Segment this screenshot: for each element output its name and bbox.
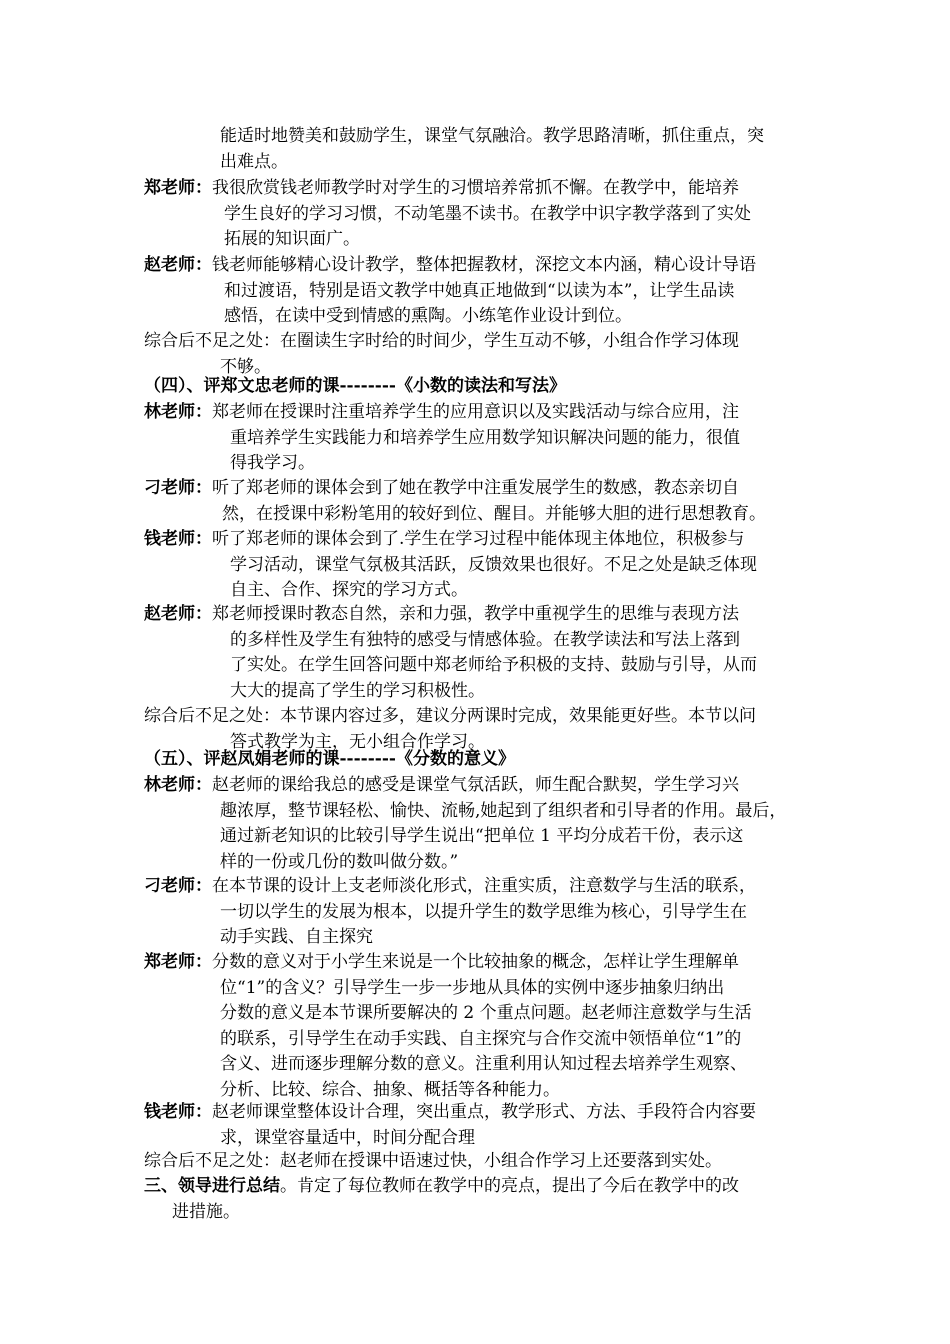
- text-line: 样的一份或几份的数叫做分数。”: [220, 851, 459, 872]
- text-line: 听了郑老师的课体会到了.学生在学习过程中能体现主体地位，积极参与: [212, 529, 745, 549]
- paragraph-zhao-comment-2: [144, 602, 757, 704]
- paragraph-comment-continuation: [144, 124, 764, 175]
- text-line: 综合后不足之处：在圈读生字时给的时间少，学生互动不够，小组合作学习体现: [144, 331, 739, 351]
- text-line: 听了郑老师的课体会到了她在教学中注重发展学生的数感，教态亲切自: [212, 478, 739, 498]
- speaker-label: 刁老师：: [144, 876, 212, 896]
- text-line: 综合后不足之处：本节课内容过多，建议分两课时完成，效果能更好些。本节以问: [144, 706, 756, 726]
- text-line: 分析、比较、综合、抽象、概括等各种能力。: [220, 1079, 560, 1100]
- paragraph-summary: [144, 329, 739, 380]
- speaker-label: 钱老师：: [144, 529, 212, 549]
- text-line: 得我学习。: [230, 453, 315, 474]
- paragraph-diao-comment-2: [144, 874, 756, 951]
- paragraph-leader-summary: [144, 1174, 739, 1225]
- paragraph-qian-comment-2: [144, 1100, 756, 1151]
- text-line: 的联系，引导学生在动手实践、自主探究与合作交流中领悟单位“1”的: [220, 1028, 742, 1049]
- speaker-label: 郑老师：: [144, 178, 212, 198]
- text-line: 感悟，在读中受到情感的熏陶。小练笔作业设计到位。: [224, 306, 632, 327]
- text-line: 。肯定了每位教师在教学中的亮点，提出了今后在教学中的改: [280, 1176, 739, 1196]
- text-line: 答式教学为主，无小组合作学习。: [230, 731, 485, 752]
- text-line: 位“1”的含义？引导学生一步一步地从具体的实例中逐步抽象归纳出: [220, 977, 725, 998]
- text-line: 趣浓厚，整节课轻松、愉快、流畅,她起到了组织者和引导者的作用。最后，: [220, 800, 787, 821]
- text-line: 学生良好的学习习惯，不动笔墨不读书。在教学中识字教学落到了实处: [224, 203, 751, 224]
- text-line: 大大的提高了学生的学习积极性。: [230, 680, 485, 701]
- speaker-label: 林老师：: [144, 402, 212, 422]
- paragraph-zheng-comment: [144, 176, 751, 253]
- speaker-label: 钱老师：: [144, 1102, 212, 1122]
- paragraph-qian-comment: [144, 527, 757, 604]
- text-line: 自主、合作、探究的学习方式。: [230, 580, 468, 601]
- text-line: 动手实践、自主探究: [220, 927, 373, 948]
- text-line: 学习活动，课堂气氛极其活跃，反馈效果也很好。不足之处是缺乏体现: [230, 554, 757, 575]
- text-line: 郑老师在授课时注重培养学生的应用意识以及实践活动与综合应用，注: [212, 402, 739, 422]
- text-line: 和过渡语，特别是语文教学中她真正地做到“以读为本”，让学生品读: [224, 280, 735, 301]
- text-line: 一切以学生的发展为根本，以提升学生的数学思维为核心，引导学生在: [220, 901, 747, 922]
- text-line: 综合后不足之处：赵老师在授课中语速过快，小组合作学习上还要落到实处。: [144, 1151, 722, 1171]
- text-line: 进措施。: [172, 1201, 240, 1222]
- paragraph-zhao-comment: [144, 253, 756, 330]
- text-line: 重培养学生实践能力和培养学生应用数学知识解决问题的能力，很值: [230, 427, 740, 448]
- paragraph-lin-comment-2: [144, 773, 786, 875]
- text-line: 的多样性及学生有独特的感受与情感体验。在教学读法和写法上落到: [230, 629, 740, 650]
- text-line: 钱老师能够精心设计教学，整体把握教材，深挖文本内涵，精心设计导语: [212, 255, 756, 275]
- paragraph-lin-comment: [144, 400, 740, 477]
- paragraph-zheng-comment-2: [144, 950, 752, 1104]
- text-line: 求，课堂容量适中，时间分配合理: [220, 1127, 475, 1148]
- section-heading: （五）、评赵凤娟老师的课--------《分数的意义》: [144, 749, 515, 769]
- speaker-label: 刁老师：: [144, 478, 212, 498]
- paragraph-summary-3: [144, 1149, 722, 1175]
- paragraph-diao-comment: [144, 476, 766, 527]
- text-line: 了实处。在学生回答问题中郑老师给予积极的支持、鼓励与引导，从而: [230, 655, 757, 676]
- text-line: 通过新老知识的比较引导学生说出“把单位 1 平均分成若干份，表示这: [220, 826, 744, 847]
- speaker-label: 郑老师：: [144, 952, 212, 972]
- text-line: 拓展的知识面广。: [224, 229, 360, 250]
- text-line: 含义、进而逐步理解分数的意义。注重利用认知过程去培养学生观察、: [220, 1054, 747, 1075]
- text-line: 赵老师的课给我总的感受是课堂气氛活跃，师生配合默契，学生学习兴: [212, 775, 739, 795]
- text-line: 然，在授课中彩粉笔用的较好到位、醒目。并能够大胆的进行思想教育。: [222, 503, 766, 524]
- text-line: 不够。: [220, 356, 271, 377]
- text-line: 分数的意义对于小学生来说是一个比较抽象的概念，怎样让学生理解单: [212, 952, 739, 972]
- speaker-label: 赵老师：: [144, 604, 212, 624]
- text-line: 赵老师课堂整体设计合理，突出重点，教学形式、方法、手段符合内容要: [212, 1102, 756, 1122]
- speaker-label: 赵老师：: [144, 255, 212, 275]
- text-line: 分数的意义是本节课所要解决的 2 个重点问题。赵老师注意数学与生活: [220, 1003, 752, 1024]
- text-line: 出难点。: [220, 151, 288, 172]
- text-line: 能适时地赞美和鼓励学生，课堂气氛融洽。教学思路清晰，抓住重点，突: [220, 126, 764, 146]
- section-heading: （四）、评郑文忠老师的课--------《小数的读法和写法》: [144, 376, 566, 396]
- text-line: 在本节课的设计上支老师淡化形式，注重实质，注意数学与生活的联系，: [212, 876, 756, 896]
- section-label: 三、领导进行总结: [144, 1176, 280, 1196]
- text-line: 郑老师授课时教态自然，亲和力强，教学中重视学生的思维与表现方法: [212, 604, 739, 624]
- speaker-label: 林老师：: [144, 775, 212, 795]
- text-line: 我很欣赏钱老师教学时对学生的习惯培养常抓不懈。在教学中，能培养: [212, 178, 739, 198]
